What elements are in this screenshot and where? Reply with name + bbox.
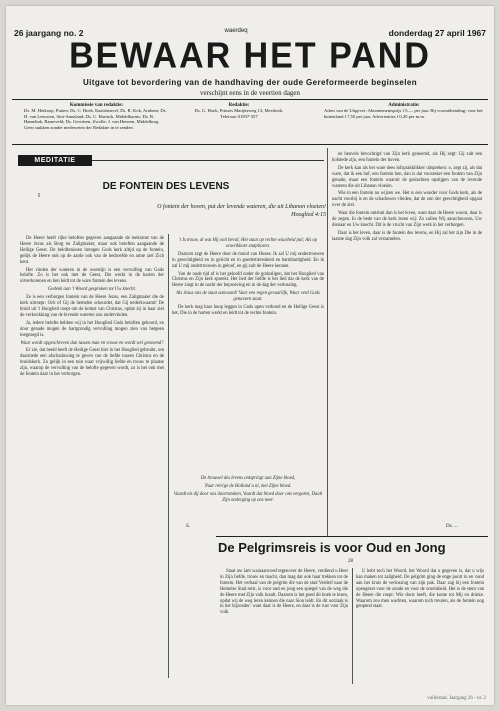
editorial-heading: Redaktie: (228, 103, 250, 108)
paragraph: Daarom zegt de Heere door de mond van Hosea: Ik zal U mij ondertrouwen in gerechtigheid en in gericht en in goedertierenheid en barmhartigheid. En ik zal U mij ondertrouwen in geloof, en gij zult de Heere kennen. (172, 251, 324, 269)
pilgrim-part-number: 28 (348, 559, 353, 564)
article-column-2 (172, 238, 324, 470)
masthead-subtitle: Uitgave tot bevordering van de handhaving der oude Gereformeerde beginselen (82, 78, 418, 87)
paragraph: Ja, iedere belofte hebben wij in het Hooglied Gods beloften gehoord, en door genade mogen de hartgrondig vervulling mogen zien van hetgeen toegezegd is. (20, 320, 164, 338)
article-column-3 (332, 152, 482, 534)
paragraph: Ze is een verborgen fontein van de Heere Jezus, een Zaligmaker die de kerk uitroept: Och of Gij de hemelen scheurdet, dat Gij nederkwaamt! De bruid uit 't Hooglied roept om de komst van Christus, opdat zij in haar ziel de verkwikking van de levende wateren zou ondervinden. (20, 295, 164, 318)
header-divider (12, 99, 488, 100)
paragraph: Het vinden der wateren in de woestijn is een vervulling van Gods belofte. Zo is het ook met de Geest, Die werkt in de harten der uitverkorenen en hen leidt tot de ware fontein des levens. (20, 267, 164, 285)
verse-quote: 't Is trouw, al wat Hij ooit beval; Het staat op rechte waarheid pal; Als op onwrikbare stutpilaren. (178, 238, 318, 249)
paragraph: De Heere heeft rijke beloften gegeven aangaande de toekomst van de Heere Jezus als Borg en Zaligmaker, maar ook beloften aangaande de Heilige Geest. De beloftenissen brengen Gods kerk altijd op de fontein, gelijk de Heere ook op de aarde ook van de bedroefde en arme ziel Zich kent. (20, 236, 164, 265)
motto-reference: Hooglied 4:15 (291, 211, 326, 218)
meditatie-title: DE FONTEIN DES LEVENS (102, 181, 230, 192)
meditatie-label: MEDITATIE (18, 155, 92, 166)
paragraph: U hebt toch het Woord, het Woord dat u gegeven is, dat u wijs kan maken tot zaligheid. De pelgrim ging de enge poort in en vond aan het kruis de verlossing van zijn pak. Daar zag hij een fontein opengezet voor de zonde en voor de onreinheid. Het is de stem van de Heere die roept: Wie dorst heeft, die kome tot Mij en drinke. Waarom zou men wachten, waarom toch treuren, als de fontein nog geopend staat. (356, 569, 484, 610)
article-column-1 (20, 236, 164, 678)
verse-quote: Waar wordt opgeschreven dan tussen man en vrouw en wordt wel genoemd? (20, 340, 164, 346)
paragraph: Van de oude tijd af is het geloofd onder de godzaligen, dat het Hooglied van Christus en Zijn kerk spreekt. Het lied der liefde is het lied dat de kerk van de Heere zingt in de nacht der beproeving en in de dag der verlossing. (172, 271, 324, 289)
motto-text: O fontein der hoven, put der levende wateren, die uit Libanon vloeien! (157, 204, 326, 210)
closing-verse-left (172, 476, 324, 506)
paragraph: Wie in een fontein nu wijzen we. Het is een wonder voor Gods kerk, als de nacht voorbij is en de schaduwen vlieden, dat de zon der gerechtigheid opgaat over de ziel. (332, 191, 482, 209)
paragraph: Waar die fontein ontsluit dan is het leven, want daar de Heere woont, daar is de zegen. In de bede van de kerk lezen wij: Zo zullen Wij aanschouwen, Uw dienaar en Uw knecht. Dit is de vrucht van Zijn werk in het verborgen. (332, 211, 482, 228)
paragraph: De kerk kan als het ware dees lofsprakklikker uitspreken: o, zegt zij, als dat ware, dat ik een hof, een fontein ben, dan is dat voorzeker een fontein van Zijn genade, maar een fontein waaruit de geslachten opstijgen van de levende wateren die uit Libanon vloeien. (332, 165, 482, 189)
pilgrim-article-title: De Pelgrimsreis is voor Oud en Jong (218, 540, 446, 555)
editorial-committee (24, 103, 169, 130)
administration-text: Adres van de Uitgever: Abonnementsprijs f 5,— per jaar. Bij vooruitbetaling; voor het buitenland f 7,50 per jaar. Advertenties f 0,20 per m.m. (324, 108, 483, 119)
publication-frequency: verschijnt eens in de veertien dagen (199, 89, 301, 97)
pilgrim-top-rule (216, 536, 488, 537)
meditatie-rule (92, 160, 324, 161)
newspaper-page (6, 6, 494, 705)
administration-info (324, 103, 484, 119)
column-divider (352, 568, 353, 684)
paragraph: Staat uw lam waaraanvoed tegenover de Heere, verdiend u Heer in Zijn liefde, trouw en macht, dan mag dat ook haar trekken tot de fontein. Het verhaal van de pelgrim die van de stad Verderf naar de Hemelse Stad reist, is voor oud en jong een spiegel van de weg die de Heere met Zijn volk houdt. Daarom is het goed dit boek te lezen, opdat wij de weg leren kennen die naar Sion leidt. En dit oorzaak is in het bijzonder: want daar is de Heere, en daar is de rust voor Zijn volk. (220, 569, 348, 616)
scripture-motto (156, 204, 326, 219)
paragraph: Er zie, dat beeld heeft de Heilige Geest hier in het Hooglied gebruikt, om daarmede een afschaduwing te geven van de liefde tussen Christus en de bruidskerk. Zo gelijk in een tuin waar vrijwillig liefde en trouw te plaatse zijn, waarop de vervulling van de belofte gegeven wordt, zo is het ook met de fontein daar in het verborgen. (20, 348, 164, 378)
column-divider (327, 148, 328, 536)
part-number: I (38, 193, 40, 199)
pilgrim-column-1 (220, 569, 348, 683)
committee-heading: Kommissie van redaktie: (69, 103, 124, 108)
paragraph: Daar is het leven, daar is de fontein des levens, en Hij zal het zijn Die in de laatste dag Zijn volk zal verzamelen. (332, 230, 482, 242)
verse-quote: Naar rein'ge de Holland u ni, met Zijne bloed. (204, 483, 292, 489)
verse-quote: Als Jezus ons de staat aanvaard! Vaar een regen gevaarlijk, Waar verd Gods genaveen staat. (176, 291, 320, 303)
verse-quote: Gedenk aan 't Woord gesproken tot Uw knecht. (48, 287, 136, 293)
editorial-text: Ds. G. Hoek, Prinses Marijkeweg 13, Meerkerk, Telefoon 01837-357 (194, 108, 284, 119)
column-divider (168, 234, 169, 678)
volume-number: 26 jaargang no. 2 (14, 28, 84, 38)
info-divider (12, 144, 488, 145)
pilgrim-column-2 (356, 569, 484, 683)
verse-quote: De brouwel des levens ontspringt aan Zijne bloed, (200, 476, 296, 481)
paragraph: De kerk mag haar hoop leggen in Gods open verbond en de Heilige Geest is het, Die in de harten werkt en leidt tot de rechte fontein. (172, 305, 324, 316)
administration-heading: Administratie: (388, 103, 420, 108)
masthead-title: BEWAAR HET PAND (69, 36, 431, 76)
header-middle-text: waerdeq (224, 28, 248, 34)
editorial-address (194, 103, 284, 119)
archive-stamp: vuillestad. Jaargang 26 - nr. 2 (427, 696, 486, 701)
issue-date: donderdag 27 april 1967 (388, 28, 486, 38)
verse-quote: Vaardt eis dij door ons doornstoken, Vaardt dat bloed door ons vergoten, Daalt Zijn onderging op ons neer. (173, 491, 323, 503)
author-initial: S. (186, 524, 191, 529)
committee-text: Ds. M. Heikoop, Putten; Ds. C. Hoek, Kaatsheuvel; Ds. R. Kok, Arnhem; Ds. H. van Leeuwen, Sint-Annaland; Ds. C. Harinck, Middelharnis; Ds. B. Hamelink, Barneveld; Ds. Gerritsen, Zwolle; J. van Heteren, Middelburg. Geen stukken zonder medeweten der Redaktie in te zenden. (24, 108, 167, 130)
paragraph: en heuvels bevochtigd van Zijn kerk genoemd, als Hij zegt: Gij zult een hofstede zijn, een fontein der hoven. (332, 152, 482, 163)
author-signature: Ds. ... (446, 524, 458, 529)
